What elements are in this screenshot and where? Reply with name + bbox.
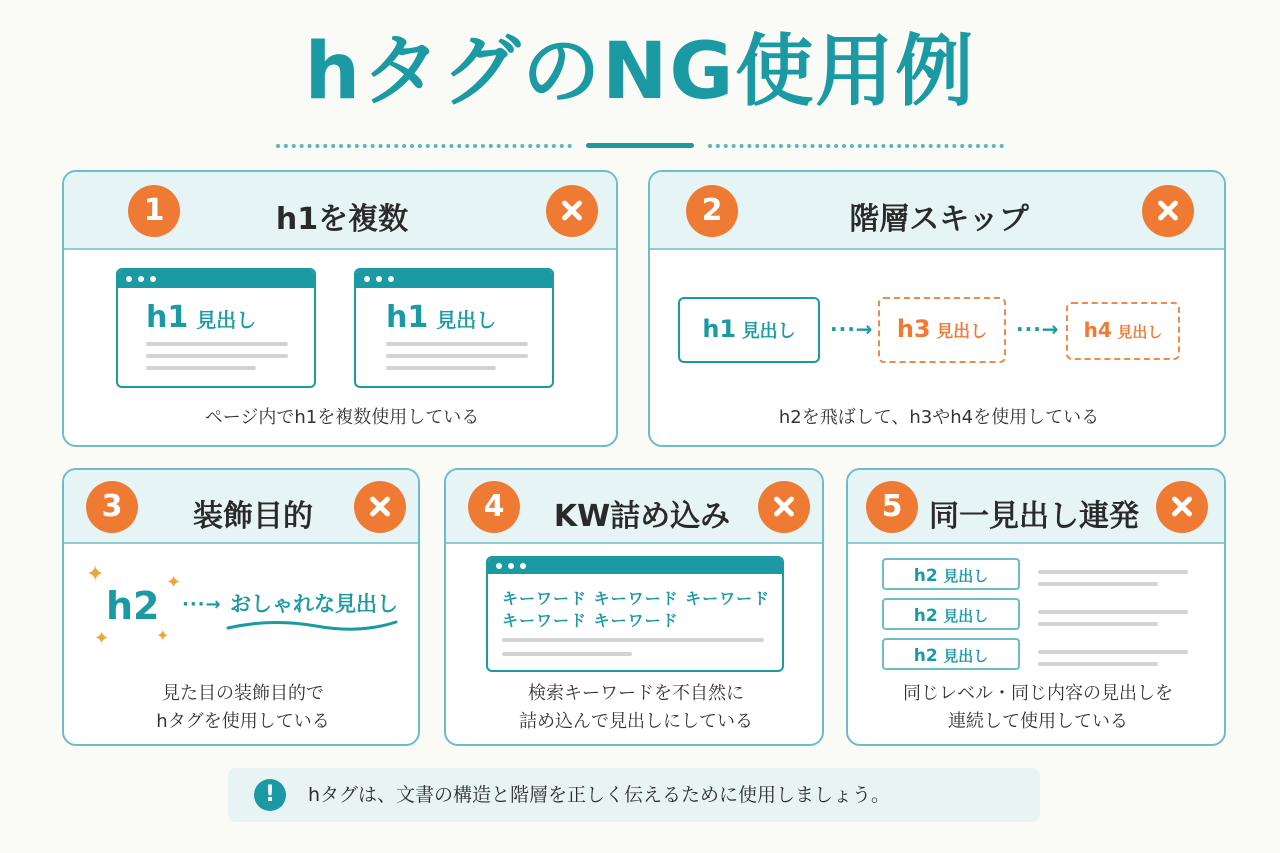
card-title: h1を複数 xyxy=(275,202,409,237)
number-badge: 2 xyxy=(686,185,738,237)
sparkle-icon: ✦ xyxy=(166,572,182,593)
number-badge: 1 xyxy=(128,185,180,237)
x-mark-icon xyxy=(546,185,598,237)
number-badge: 5 xyxy=(866,481,918,533)
card-title: 同一見出し連発 xyxy=(929,499,1139,534)
arrow-right-icon: ···→ xyxy=(830,317,874,341)
tip-note xyxy=(228,768,1040,822)
browser-window-icon xyxy=(354,268,554,388)
card-keyword-stuffing xyxy=(444,468,824,746)
card-caption-line-2: 連続して使用している xyxy=(948,711,1128,732)
heading-sample: h1 見出し xyxy=(146,300,257,335)
card-caption-line-2: 詰め込んで見出しにしている xyxy=(519,711,753,732)
x-mark-icon xyxy=(1142,185,1194,237)
h1-box: h1 見出し xyxy=(678,297,820,363)
card-caption: ページ内でh1を複数使用している xyxy=(204,407,480,428)
h4-box: h4 見出し xyxy=(1066,302,1180,360)
arrow-right-icon: ···→ xyxy=(1016,317,1060,341)
fancy-heading: おしゃれな見出し xyxy=(230,592,398,616)
card-title: 装飾目的 xyxy=(193,499,313,534)
number-badge: 4 xyxy=(468,481,520,533)
sparkle-icon: ✦ xyxy=(156,626,170,645)
card-repeated-headings xyxy=(846,468,1226,746)
number-badge: 3 xyxy=(86,481,138,533)
card-header xyxy=(848,470,1224,544)
h2-heading-box: h2 見出し xyxy=(882,638,1020,670)
browser-window-icon xyxy=(116,268,316,388)
card-header xyxy=(650,172,1224,250)
wavy-underline xyxy=(224,616,400,636)
keyword-line-1: キーワード キーワード キーワード xyxy=(502,589,771,608)
h2-tag: h2 xyxy=(106,584,160,628)
sparkle-icon: ✦ xyxy=(86,562,105,587)
h2-heading-box: h2 見出し xyxy=(882,558,1020,590)
keyword-line-2: キーワード キーワード xyxy=(502,611,679,630)
h3-box: h3 見出し xyxy=(878,297,1006,363)
card-header xyxy=(64,470,418,544)
tip-text: hタグは、文書の構造と階層を正しく伝えるために使用しましょう。 xyxy=(308,784,891,806)
card-title: 階層スキップ xyxy=(849,202,1029,237)
card-caption-line-1: 同じレベル・同じ内容の見出しを xyxy=(903,683,1173,704)
card-caption-line-2: hタグを使用している xyxy=(156,711,330,732)
x-mark-icon xyxy=(758,481,810,533)
arrow-right-icon: ···→ xyxy=(182,594,222,615)
card-title: KW詰め込み xyxy=(553,499,731,534)
card-caption-line-1: 見た目の装飾目的で xyxy=(162,683,324,704)
heading-sample: h1 見出し xyxy=(386,300,497,335)
card-header xyxy=(64,172,616,250)
card-caption-line-1: 検索キーワードを不自然に xyxy=(528,683,744,704)
page-title: hタグのNG使用例 xyxy=(304,27,976,117)
x-mark-icon xyxy=(354,481,406,533)
card-caption: h2を飛ばして、h3やh4を使用している xyxy=(778,407,1100,428)
card-decorative-purpose xyxy=(62,468,420,746)
card-header xyxy=(446,470,822,544)
title-divider xyxy=(276,142,1004,150)
card-hierarchy-skip xyxy=(648,170,1226,447)
x-mark-icon xyxy=(1156,481,1208,533)
exclamation-icon: ! xyxy=(254,779,286,811)
h2-heading-box: h2 見出し xyxy=(882,598,1020,630)
card-h1-multiple xyxy=(62,170,618,447)
browser-window-icon xyxy=(486,556,784,672)
sparkle-icon: ✦ xyxy=(94,628,110,649)
